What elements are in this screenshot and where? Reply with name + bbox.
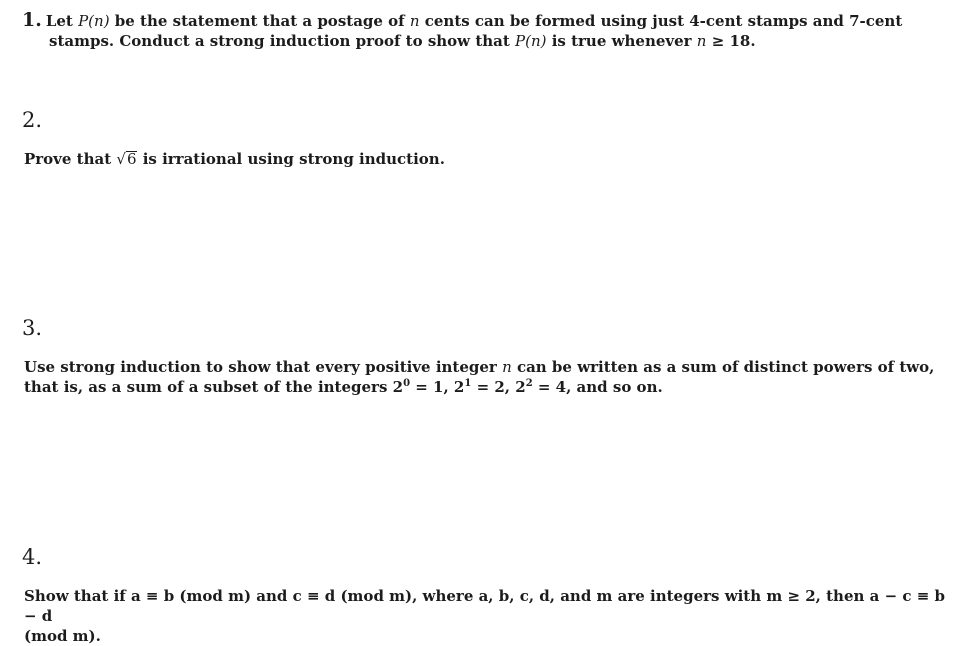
sqrt-sign: √	[116, 150, 126, 168]
q3-text-e: = 2, 2	[471, 378, 526, 396]
question-2-number: 2.	[22, 108, 43, 132]
q1-pn-b: P(n)	[515, 32, 547, 50]
question-1-number: 1.	[22, 9, 42, 31]
q3-text-a: Use strong induction to show that every positive integer	[24, 358, 503, 376]
exp-0: 0	[403, 378, 411, 389]
q1-text-d: stamps. Conduct a strong induction proof to show that	[49, 32, 516, 50]
question-2-text	[24, 149, 954, 169]
question-3-number: 3.	[22, 316, 43, 340]
q2-text-a: Prove that	[24, 150, 117, 168]
question-4-text	[24, 586, 954, 646]
exp-1: 1	[464, 378, 472, 389]
q3-text-f: = 4, and so on.	[532, 378, 663, 396]
q3-text-d: = 1, 2	[410, 378, 465, 396]
question-4-line-1: Show that if a ≡ b (mod m) and c ≡ d (mod m), where a, b, c, d, and m are integers with m ≥ 2, then a − c ≡ b − d	[24, 587, 945, 625]
q3-text-b: can be written as a sum of distinct powers of two,	[511, 358, 935, 376]
q1-text-f: ≥ 18.	[706, 32, 756, 50]
question-1-line-2	[22, 31, 962, 51]
q3-text-c: that is, as a sum of a subset of the integers 2	[24, 378, 404, 396]
sqrt-argument: 6	[126, 150, 137, 168]
q1-text-c: cents can be formed using just 4-cent stamps and 7-cent	[419, 12, 903, 30]
q3-n: n	[502, 358, 512, 376]
q1-n-b: n	[696, 32, 707, 50]
q2-text-b: is irrational using strong induction.	[137, 150, 445, 168]
question-3-text	[24, 357, 954, 397]
q1-text-a: Let	[45, 12, 79, 30]
q1-text-e: is true whenever	[546, 32, 697, 50]
question-4-line-2: (mod m).	[24, 627, 101, 645]
q1-pn-a: P(n)	[78, 12, 110, 30]
q1-n-a: n	[409, 12, 420, 30]
question-1-line-1	[22, 10, 962, 31]
q1-text-b: be the statement that a postage of	[109, 12, 410, 30]
exp-2: 2	[525, 378, 533, 389]
question-4-number: 4.	[22, 545, 43, 569]
question-1	[22, 10, 962, 51]
question-3-line-2	[24, 377, 954, 397]
question-3-line-1	[24, 357, 954, 377]
